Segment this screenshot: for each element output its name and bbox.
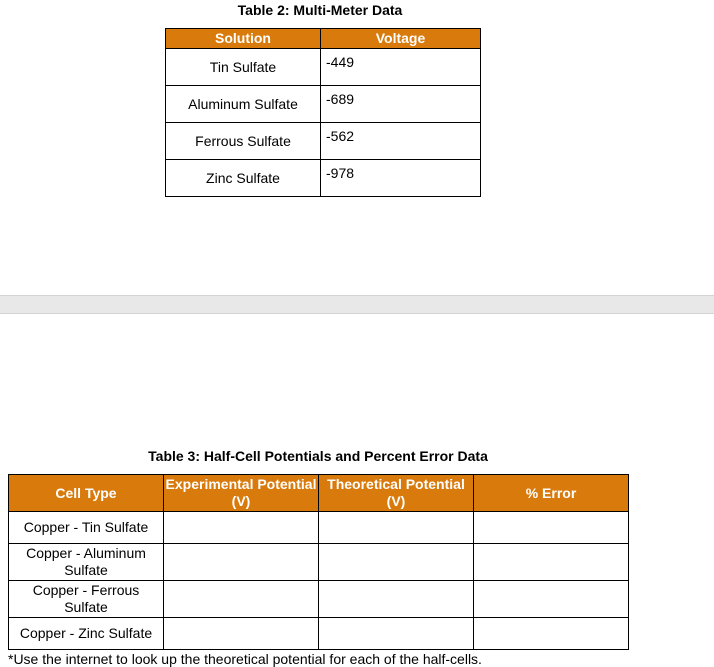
table-row	[9, 512, 629, 544]
solution-cell: Zinc Sulfate	[166, 160, 321, 197]
experimental-cell[interactable]	[164, 512, 319, 544]
voltage-cell[interactable]: -689	[321, 86, 481, 123]
page-break-divider	[0, 295, 714, 314]
column-header-experimental: Experimental Potential (V)	[164, 475, 319, 512]
voltage-cell[interactable]: -978	[321, 160, 481, 197]
multimeter-data-table	[165, 28, 481, 197]
voltage-cell[interactable]: -449	[321, 49, 481, 86]
table-row	[166, 49, 481, 86]
experimental-cell[interactable]	[164, 544, 319, 581]
column-header-percent-error: % Error	[474, 475, 629, 512]
error-cell[interactable]	[474, 544, 629, 581]
solution-cell: Ferrous Sulfate	[166, 123, 321, 160]
table-row	[166, 160, 481, 197]
table-row	[9, 618, 629, 650]
column-header-theoretical: Theoretical Potential (V)	[319, 475, 474, 512]
cell-type-cell: Copper - Aluminum Sulfate	[9, 544, 164, 581]
theoretical-cell[interactable]	[319, 581, 474, 618]
error-cell[interactable]	[474, 581, 629, 618]
error-cell[interactable]	[474, 512, 629, 544]
table-row	[166, 86, 481, 123]
experimental-cell[interactable]	[164, 581, 319, 618]
voltage-cell[interactable]: -562	[321, 123, 481, 160]
theoretical-cell[interactable]	[319, 618, 474, 650]
column-header-cell-type: Cell Type	[9, 475, 164, 512]
cell-type-cell: Copper - Ferrous Sulfate	[9, 581, 164, 618]
table2-title: Table 2: Multi-Meter Data	[237, 2, 403, 18]
experimental-cell[interactable]	[164, 618, 319, 650]
table-row	[9, 581, 629, 618]
solution-cell: Aluminum Sulfate	[166, 86, 321, 123]
column-header-voltage: Voltage	[321, 29, 481, 49]
cell-type-cell: Copper - Zinc Sulfate	[9, 618, 164, 650]
table-header-row	[166, 29, 481, 49]
theoretical-cell[interactable]	[319, 512, 474, 544]
table-row	[9, 544, 629, 581]
column-header-solution: Solution	[166, 29, 321, 49]
error-cell[interactable]	[474, 618, 629, 650]
half-cell-potentials-table	[8, 474, 629, 650]
table-header-row	[9, 475, 629, 512]
table3-title: Table 3: Half-Cell Potentials and Percent Error Data	[148, 448, 488, 464]
solution-cell: Tin Sulfate	[166, 49, 321, 86]
cell-type-cell: Copper - Tin Sulfate	[9, 512, 164, 544]
theoretical-cell[interactable]	[319, 544, 474, 581]
table-row	[166, 123, 481, 160]
footnote: *Use the internet to look up the theoretical potential for each of the half-cells.	[8, 651, 482, 667]
